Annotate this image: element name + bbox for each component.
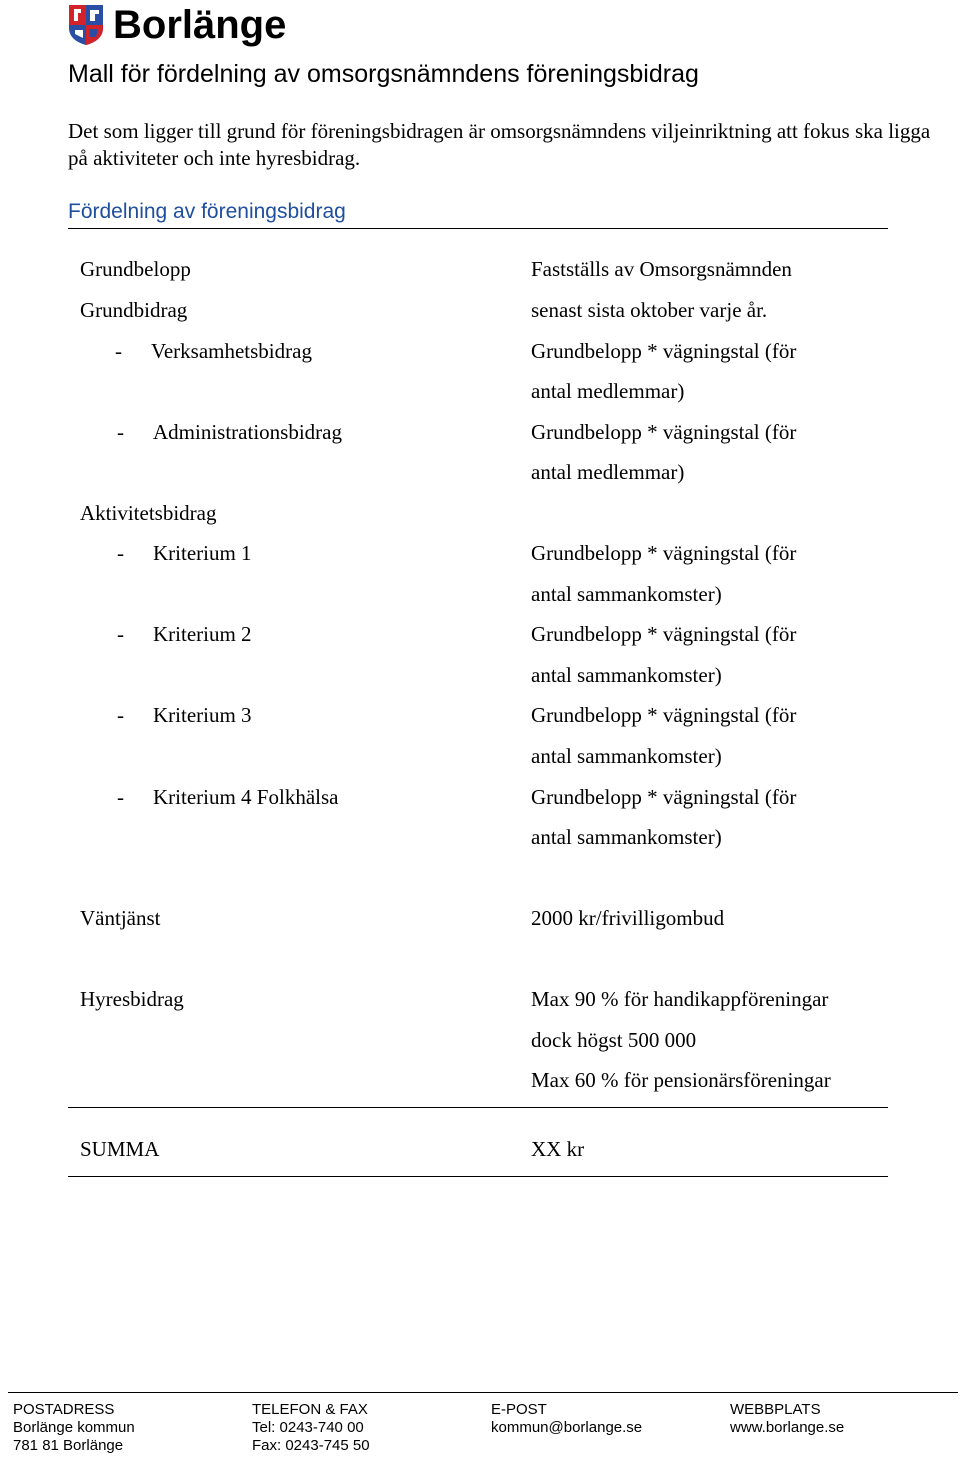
hyresbidrag-value-1: Max 90 % för handikappföreningar [531,987,829,1011]
footer-webbplats [730,1401,844,1437]
list-dash: - [117,703,124,727]
administrationsbidrag-label: Administrationsbidrag [153,420,342,444]
summa-value: XX kr [531,1137,585,1161]
vantjanst-value: 2000 kr/frivilligombud [531,906,725,930]
administrationsbidrag-value-2: antal medlemmar) [531,460,685,484]
list-dash: - [115,339,122,363]
verksamhetsbidrag-value-2: antal medlemmar) [531,379,685,403]
aktivitetsbidrag-label: Aktivitetsbidrag [80,501,217,525]
footer-text: Borlänge kommun [13,1419,135,1436]
logo-wordmark: Borlänge [113,3,287,47]
footer-heading: E-POST [491,1401,547,1418]
verksamhetsbidrag-value-1: Grundbelopp * vägningstal (för [531,339,797,363]
kriterium-row [117,703,252,728]
list-dash: - [117,420,124,444]
section-heading: Fördelning av föreningsbidrag [68,200,346,223]
footer-heading: WEBBPLATS [730,1401,821,1418]
kriterium-label: Kriterium 2 [153,622,252,646]
borlange-logo [68,4,286,46]
administrationsbidrag-value-1: Grundbelopp * vägningstal (för [531,420,797,444]
footer-telefon [252,1401,370,1455]
grundbelopp-value: Fastställs av Omsorgsnämnden [531,257,792,281]
kriterium-label: Kriterium 4 Folkhälsa [153,785,339,809]
hyresbidrag-value-3: Max 60 % för pensionärsföreningar [531,1068,831,1092]
footer-website-link[interactable]: www.borlange.se [730,1419,845,1436]
kriterium-value-2: antal sammankomster) [531,663,722,687]
list-dash: - [117,622,124,646]
administrationsbidrag-row [117,420,342,445]
summa-top-divider [68,1107,888,1108]
grundbidrag-label: Grundbidrag [80,298,188,322]
vantjanst-label: Väntjänst [80,906,161,930]
kriterium-value-1: Grundbelopp * vägningstal (för [531,703,797,727]
footer-text: Tel: 0243-740 00 [252,1419,364,1436]
verksamhetsbidrag-row [115,339,312,364]
kriterium-value-2: antal sammankomster) [531,825,722,849]
verksamhetsbidrag-label: Verksamhetsbidrag [151,339,312,363]
kriterium-label: Kriterium 3 [153,703,252,727]
kriterium-row [117,622,252,647]
summa-label: SUMMA [80,1137,160,1161]
list-dash: - [117,541,124,565]
footer-postadress [13,1401,135,1455]
grundbelopp-label: Grundbelopp [80,257,191,281]
hyresbidrag-value-2: dock högst 500 000 [531,1028,697,1052]
summa-bottom-divider [68,1176,888,1177]
footer-heading: POSTADRESS [13,1401,115,1418]
kriterium-row [117,541,252,566]
kriterium-label: Kriterium 1 [153,541,252,565]
section-divider [68,228,888,229]
list-dash: - [117,785,124,809]
kriterium-value-1: Grundbelopp * vägningstal (för [531,622,797,646]
kriterium-row [117,785,338,810]
grundbidrag-value: senast sista oktober varje år. [531,298,768,322]
footer-text: 781 81 Borlänge [13,1437,124,1454]
borlange-coat-of-arms-icon [68,4,104,46]
footer-email[interactable]: kommun@borlange.se [491,1419,643,1436]
footer-text: Fax: 0243-745 50 [252,1437,370,1454]
hyresbidrag-label: Hyresbidrag [80,987,184,1011]
page-title: Mall för fördelning av omsorgsnämndens föreningsbidrag [68,60,699,88]
footer-divider [8,1392,958,1393]
kriterium-value-2: antal sammankomster) [531,582,722,606]
footer-heading: TELEFON & FAX [252,1401,368,1418]
kriterium-value-1: Grundbelopp * vägningstal (för [531,785,797,809]
kriterium-value-1: Grundbelopp * vägningstal (för [531,541,797,565]
kriterium-value-2: antal sammankomster) [531,744,722,768]
footer-epost [491,1401,642,1437]
intro-paragraph: Det som ligger till grund för föreningsbidragen är omsorgsnämndens viljeinriktning att fokus ska ligga på aktiviteter och inte hyresbidrag. [68,119,931,170]
